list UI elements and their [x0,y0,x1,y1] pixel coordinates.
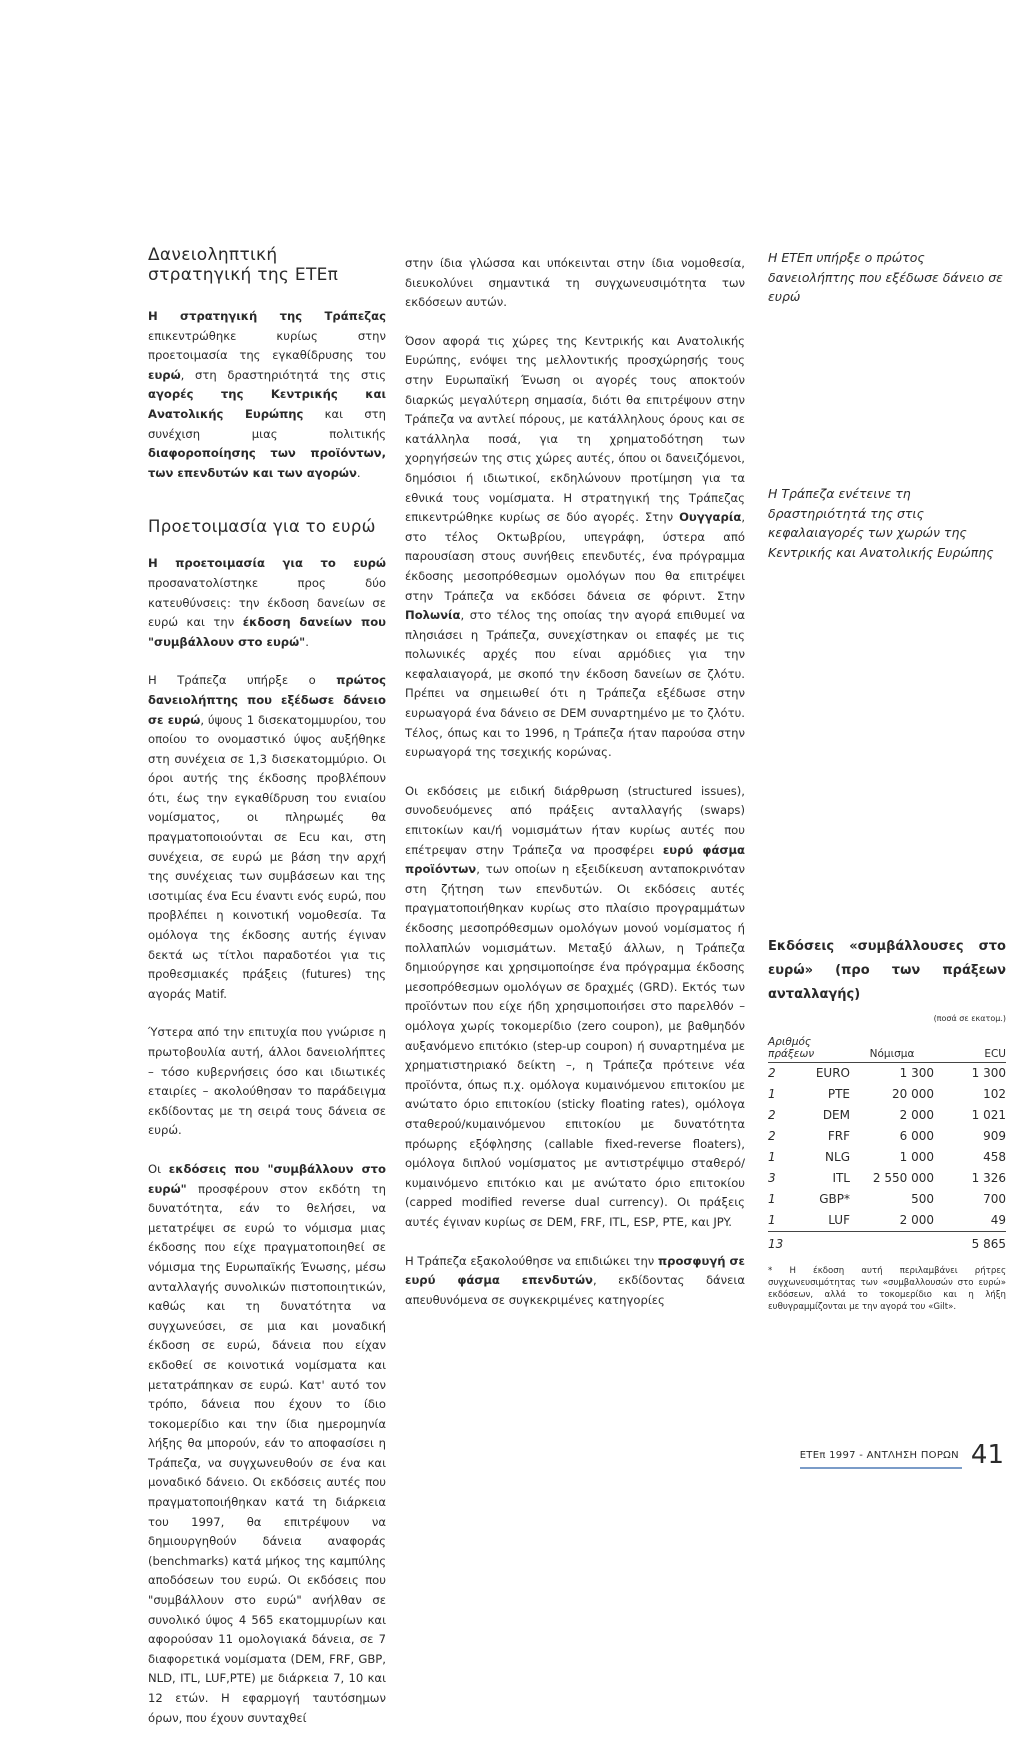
cell-currency: NLG [825,1149,850,1164]
cell-amount: 2 550 000 [872,1170,934,1185]
cell-ecu: 909 [983,1128,1006,1143]
column-left [148,245,386,1747]
cell-count: 1 [768,1191,776,1206]
footer-text: ΕΤΕπ 1997 - ΑΝΤΛΗΣΗ ΠΟΡΩΝ [799,1449,959,1461]
cell-ecu: 1 300 [971,1065,1006,1080]
table-row [768,1168,1006,1189]
column-middle [405,254,745,1329]
euro-tributary-table [768,935,1006,1313]
table-total-row [768,1231,1006,1255]
emphasis-text: έκδοση δανείων που "συμβάλλουν στο ευρώ" [148,615,386,649]
cell-count: 2 [768,1065,776,1080]
cell-currency: PTE [827,1086,850,1101]
cell-currency: GBP* [819,1191,850,1206]
paragraph-other-borrowers: Ύστερα από την επιτυχία που γνώρισε η πρωτοβουλία αυτή, άλλοι δανειολήπτες – τόσο κυβερνήσεις όσο και ιδιωτικές εταιρίες – ακολούθησαν το παράδειγμα εκδίδοντας με τη σειρά τους δάνεια σε ευρώ. [148,1025,386,1138]
table-body [768,1062,1006,1255]
paragraph-continuation: στην ίδια γλώσσα και υπόκεινται στην ίδια νομοθεσία, διευκολύνει σημαντικά τη συγχωνευσιμότητα των εκδόσεων αυτών. [405,256,745,310]
table-title: Εκδόσεις «συμβάλλουσες στο ευρώ» (προ των πράξεων ανταλλαγής) [768,939,1006,1002]
emphasis-text: πρώτος δανειολήπτης που εξέδωσε δάνειο σε ευρώ [148,673,386,727]
cell-ecu: 49 [990,1212,1006,1227]
cell-ecu: 102 [983,1086,1006,1101]
cell-amount: 500 [911,1191,934,1206]
emphasis-text: ευρώ [148,367,181,382]
header-count: Αριθμός πράξεων [768,1035,850,1063]
cell-ecu: 1 326 [971,1170,1006,1185]
table-row [768,1084,1006,1105]
cell-amount: 6 000 [899,1128,934,1143]
cell-amount: 1 000 [899,1149,934,1164]
emphasis-text: Η στρατηγική της Τράπεζας [148,309,386,323]
footer-rule [800,1467,962,1469]
section-heading-euro-preparation: Προετοιμασία για το ευρώ [148,517,376,537]
cell-count: 2 [768,1128,776,1143]
table-row [768,1189,1006,1210]
paragraph-euro-preparation: Η προετοιμασία για το ευρώ προσανατολίστηκε προς δύο κατευθύνσεις: την έκδοση δανείων σε ευρώ και την έκδοση δανείων που "συμβάλλουν στο ευρώ". [148,556,386,649]
cell-currency: LUF [828,1212,850,1227]
paragraph-first-euro-issuer: Η Τράπεζα υπήρξε ο πρώτος δανειολήπτης που εξέδωσε δάνειο σε ευρώ, ύψους 1 δισεκατομμυρίου, του οποίου το ονομαστικό ύψος αυξήθηκε στη συνέχεια σε 1,3 δισεκατομμύριο. Οι όροι αυτής της έκδοσης προβλέπουν ότι, έως την εγκαθίδρυση του ενιαίου νομίσματος, οι πληρωμές θα πραγματοποιούνται σε Ecu και, στη συνέχεια, σε ευρώ με βάση την αρχή της συνέχειας των συμβάσεων και της ισοτιμίας ένα Ecu έναντι ενός ευρώ, που προβλέπει η κοινοτική νομοθεσία. Τα ομόλογα της έκδοσης αυτής έγιναν δεκτά ως τίτλοι παραδοτέοι για τις προθεσμιακές πράξεις (futures) της αγοράς Matif. [148,673,386,1001]
issues-table [768,1035,1006,1255]
cell-count: 1 [768,1149,776,1164]
cell-empty [850,1231,934,1255]
paragraph-strategy: Η στρατηγική της Τράπεζας επικεντρώθηκε κυρίως στην προετοιμασία της εγκαθίδρυσης του ευρώ, στη δραστηριότητά της στις αγορές της Κεντρικής και Ανατολικής Ευρώπης και στη συνέχιση μιας πολιτικής διαφοροποίησης των προϊόντων, των επενδυτών και των αγορών. [148,309,386,480]
emphasis-text: ευρύ φάσμα προϊόντων [405,842,745,877]
cell-amount: 1 300 [899,1065,934,1080]
cell-count: 1 [768,1086,776,1101]
emphasis-text: προσφυγή σε ευρύ φάσμα επενδυτών [405,1253,746,1288]
cell-count: 2 [768,1107,776,1122]
side-note-cee-markets: Η Τράπεζα ενέτεινε τη δραστηριότητά της στις κεφαλαιαγορές των χωρών της Κεντρικής και Ανατολικής Ευρώπης [768,486,994,560]
emphasis-text: διαφοροποίησης των προϊόντων, των επενδυτών και των αγορών [148,446,386,480]
table-unit: (ποσά σε εκατομ.) [933,1014,1006,1023]
cell-amount: 2 000 [899,1107,934,1122]
table-row [768,1210,1006,1232]
table-row [768,1105,1006,1126]
side-note-first-euro: Η ΕΤΕπ υπήρξε ο πρώτος δανειολήπτης που εξέδωσε δάνειο σε ευρώ [768,250,1003,305]
table-row [768,1147,1006,1168]
cell-total-ecu: 5 865 [934,1231,1006,1255]
header-currency: Νόμισμα [850,1035,934,1063]
cell-ecu: 458 [983,1149,1006,1164]
cell-ecu: 700 [983,1191,1006,1206]
page-number: 41 [970,1440,1004,1470]
paragraph-investor-range: Η Τράπεζα εξακολούθησε να επιδιώκει την προσφυγή σε ευρύ φάσμα επενδυτών, εκδίδοντας δάνεια απευθυνόμενα σε συγκεκριμένες κατηγορίες [405,1253,746,1307]
cell-currency: FRF [827,1128,850,1143]
cell-currency: EURO [815,1065,850,1080]
emphasis-text: εκδόσεις που "συμβάλλουν στο ευρώ" [148,1161,386,1196]
cell-count: 1 [768,1212,776,1227]
paragraph-euro-tributary-issues: Οι εκδόσεις που "συμβάλλουν στο ευρώ" προσφέρουν στον εκδότη τη δυνατότητα, εάν το θελήσει, να μετατρέψει σε ευρώ το νόμισμα μιας έκδοσης που είχε πραγματοποιηθεί σε νόμισμα της Ευρωπαϊκής Ένωσης, μέσω ανταλλαγής συνολικών πιστοποιητικών, καθώς και τη δυνατότητα να συγχωνεύσει, σε μια και μοναδική έκδοση σε ευρώ, δάνεια που είχαν εκδοθεί σε κοινοτικά νομίσματα και μετατράπηκαν σε ευρώ. Κατ' αυτό τον τρόπο, δάνεια που έχουν το ίδιο τοκομερίδιο και την ίδια ημερομηνία λήξης θα μπορούν, εάν το αποφασίσει η Τράπεζα, να συγχωνευθούν σε ένα και μοναδικό δάνειο. Οι εκδόσεις αυτές που πραγματοποιήθηκαν κατά τη διάρκεια του 1997, θα επιτρέψουν να δημιουργηθούν δάνεια αναφοράς (benchmarks) κατά μήκος της καμπύλης αποδόσεων του ευρώ. Οι εκδόσεις που "συμβάλλουν στο ευρώ" ανήλθαν σε συνολικό ύψος 4 565 εκατομμυρίων και αφορούσαν 11 ομολογιακά δάνεια, σε 7 διαφορετικά νομίσματα (DEM, FRF, GBP, NLD, ITL, LUF,PTE) με διάρκεια 7, 10 και 12 ετών. Η εφαρμογή ταυτόσημων όρων, που έχουν συνταχθεί [148,1161,386,1725]
table-header-row [768,1035,1006,1063]
cell-ecu: 1 021 [971,1107,1006,1122]
cell-empty [794,1231,850,1255]
emphasis-text: Ουγγαρία [679,510,742,525]
emphasis-text: Πολωνία [405,608,461,623]
cell-total-count: 13 [768,1231,794,1255]
section-heading-borrowing-strategy: Δανειοληπτική στρατηγική της ΕΤΕπ [148,245,339,285]
paragraph-central-eastern-europe: Όσον αφορά τις χώρες της Κεντρικής και Ανατολικής Ευρώπης, ενόψει της μελλοντικής προσχώρησής τους στην Ευρωπαϊκή Ένωση οι αγορές τους αποκτούν διαρκώς μεγαλύτερη σημασία, διότι θα επιτρέψουν στην Τράπεζα να αντλεί πόρους, με κατάλληλους όρους και σε κατάλληλα ποσά, για τη χρηματοδότηση των χορηγήσεών της στις χώρες αυτές, όπου οι δανειζόμενοι, δημόσιοι ή ιδιωτικοί, εκδηλώνουν προτίμηση για τα εθνικά τους νομίσματα. Η στρατηγική της Τράπεζας επικεντρώθηκε κυρίως σε δύο αγορές. Στην Ουγγαρία, στο τέλος Οκτωβρίου, υπεγράφη, ύστερα από παρουσίαση στους συνήθεις επενδυτές, ένα πρόγραμμα έκδοσης μεσοπρόθεσμων ομολόγων που θα επιτρέψει στην Τράπεζα να εκδόσει δάνεια σε φόριντ. Στην Πολωνία, στο τέλος της οποίας την αγορά επιθυμεί να πλησιάσει η Τράπεζα, συνεχίστηκαν οι επαφές με τις πολωνικές αρχές που είναι αρμόδιες για την κεφαλαιαγορά, με σκοπό την έκδοση δανείων σε ζλότυ. Πρέπει να σημειωθεί ότι η Τράπεζα εξέδωσε στην ευρωαγορά ένα δάνειο σε DEM συναρτημένο με το ζλότυ. Τέλος, όπως και το 1996, η Τράπεζα ήταν παρούσα στην ευρωαγορά της τσεχικής κορώνας. [405,333,745,760]
header-ecu: ECU [934,1035,1006,1063]
table-footnote: * Η έκδοση αυτή περιλαμβάνει ρήτρες συγχωνευσιμότητας των «συμβαλλουσών στο ευρώ» εκδόσεων, αλλά το τοκομερίδιο και η λήξη ευθυγραμμίζονται με την αγορά του «Gilt». [768,1265,1006,1312]
cell-amount: 20 000 [892,1086,934,1101]
cell-currency: ITL [832,1170,850,1185]
cell-count: 3 [768,1170,776,1185]
emphasis-text: αγορές της Κεντρικής και Ανατολικής Ευρώπης [148,387,386,421]
paragraph-structured-issues: Οι εκδόσεις με ειδική διάρθρωση (structured issues), συνοδευόμενες από πράξεις ανταλλαγής (swaps) επιτοκίων και/ή νομισμάτων ήταν κυρίως αυτές που επέτρεψαν στην Τράπεζα να προσφέρει ευρύ φάσμα προϊόντων, των οποίων η εξειδίκευση ανταποκρινόταν στη ζήτηση των επενδυτών. Οι εκδόσεις αυτές πραγματοποιήθηκαν κυρίως στο πλαίσιο προγραμμάτων έκδοσης μεσοπρόθεσμων ομολόγων μονού νομίσματος ή πολλαπλών νομισμάτων. Μεταξύ άλλων, η Τράπεζα δημιούργησε και χρησιμοποίησε ένα πρόγραμμα έκδοσης μεσοπρόθεσμων ομολόγων σε δραχμές (GRD). Εκτός των προϊόντων που είχε ήδη χρησιμοποιήσει στο παρελθόν – ομόλογα χωρίς τοκομερίδιο (zero coupon), με βαθμηδόν αυξανόμενο επιτόκιο (step-up coupon) ή συναρτημένα με χρηματιστηριακό δείκτη –, η Τράπεζα πρότεινε νέα προϊόντα, όπως π.χ. ομόλογα κυμαινόμενου επιτοκίου με ανώτατο όριο επιτοκίου (sticky floating rates), ομόλογα σταθερού/κυμαινόμενου επιτοκίου με δυνατότητα πρόωρης εξόφλησης (callable fixed-reverse floaters), ομόλογα διπλού νομίσματος με αντιστρέψιμο σταθερό/κυμαινόμενο επιτόκιο και με ανώτατο όριο επιτοκίου (capped modified reverse dual currency). Οι πράξεις αυτές έγιναν κυρίως σε DEM, FRF, ITL, ESP, PTE, και JPY. [405,783,745,1229]
table-row [768,1126,1006,1147]
table-row [768,1062,1006,1084]
cell-currency: DEM [822,1107,850,1122]
page-footer [800,1440,1004,1470]
emphasis-text: Η προετοιμασία για το ευρώ [148,556,386,571]
cell-amount: 2 000 [899,1212,934,1227]
